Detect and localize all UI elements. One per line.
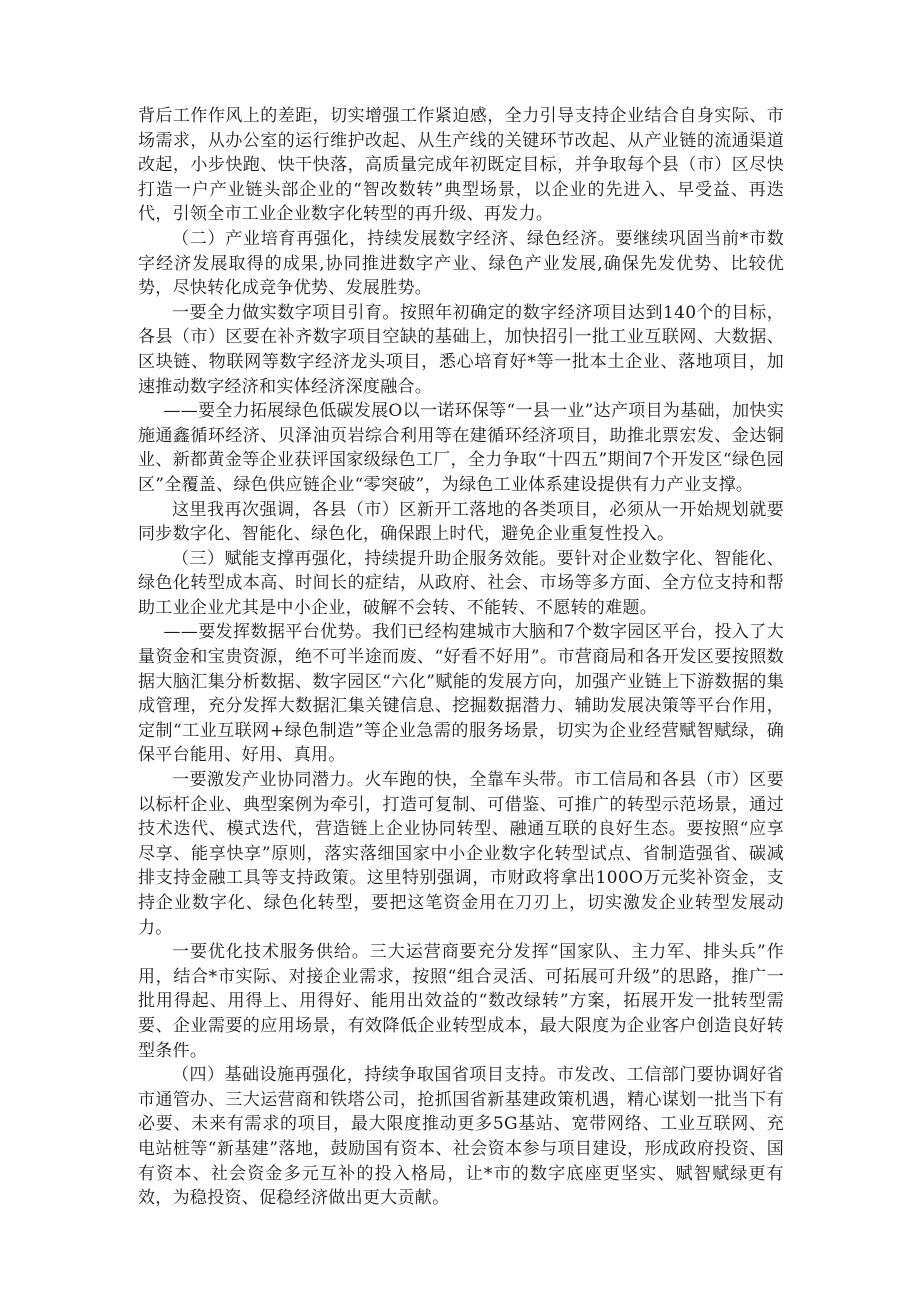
paragraph-industry-synergy: 一要激发产业协同潜力。火车跑的快，全靠车头带。市工信局和各县（市）区要以标杆企业、典型案例为牵引，打造可复制、可借鉴、可推广的转型示范场景，通过技术迭代、模式迭代，营造链上企业协同转型、融通互联的良好生态。要按照“应享尽享、能享快享”原则，落实落细国家中小企业数字化转型试点、省制造强省、碳减排支持金融工具等支持政策。这里特别强调，市财政将拿出100O万元奖补资金，支持企业数字化、绿色化转型，要把这笔资金用在刀刃上，切实激发企业转型发展动力。 <box>138 770 784 938</box>
paragraph-section-2: （二）产业培育再强化，持续发展数字经济、绿色经济。要继续巩固当前*市数字经济发展取得的成果,协同推进数字产业、绿色产业发展,确保先发优势、比较优势，尽快转化成竞争优势、发展胜势。 <box>138 228 784 299</box>
paragraph-green-development: ——要全力拓展绿色低碳发展O以一诺环保等“一县一业”达产项目为基础，加快实施通鑫循环经济、贝泽油页岩综合利用等在建循环经济项目，助推北票宏发、金达铜业、新都黄金等企业获评国家级绿色工厂，全力争取“十四五”期间7个开发区“绿色园区”全覆盖、绿色供应链企业“零突破”，为绿色工业体系建设提供有力产业支撑。 <box>138 401 784 495</box>
paragraph-section-4: （四）基础设施再强化，持续争取国省项目支持。市发改、工信部门要协调好省市通管办、三大运营商和铁塔公司，抢抓国省新基建政策机遇，精心谋划一批当下有必要、未来有需求的项目，最大限度推动更多5G基站、宽带网络、工业互联网、充电站桩等“新基建”落地，鼓励国有资本、社会资本参与项目建设，形成政府投资、国有资本、社会资金多元互补的投入格局，让*市的数字底座更坚实、赋智赋绿更有效，为稳投资、促稳经济做出更大贡献。 <box>138 1065 784 1209</box>
paragraph-section-3: （三）赋能支撑再强化，持续提升助企服务效能。要针对企业数字化、智能化、绿色化转型成本高、时间长的症结，从政府、社会、市场等多方面、全方位支持和帮助工业企业尤其是中小企业，破解不会转、不能转、不愿转的难题。 <box>138 548 784 618</box>
paragraph-tech-services: 一要优化技术服务供给。三大运营商要充分发挥“国家队、主力军、排头兵”作用，结合*市实际、对接企业需求，按照“组合灵活、可拓展可升级”的思路，推广一批用得起、用得上、用得好、能用出效益的“数改绿转”方案，拓展开发一批转型需要、企业需要的应用场景，有效降低企业转型成本，最大限度为企业客户创造良好转型条件。 <box>138 942 784 1061</box>
document-body <box>138 104 784 1211</box>
paragraph-continuation: 背后工作作风上的差距，切实增强工作紧迫感，全力引导支持企业结合自身实际、市场需求，从办公室的运行维护改起、从生产线的关键环节改起、从产业链的流通渠道改起，小步快跑、快干快落，高质量完成年初既定目标，并争取每个县（市）区尽快打造一户产业链头部企业的“智改数转”典型场景，以企业的先进入、早受益、再迭代，引领全市工业企业数字化转型的再升级、再发力。 <box>138 106 784 225</box>
paragraph-data-platform: ——要发挥数据平台优势。我们已经构建城市大脑和7个数字园区平台，投入了大量资金和宝贵资源，绝不可半途而废、“好看不好用”。市营商局和各开发区要按照数据大脑汇集分析数据、数字园区“六化”赋能的发展方向，加强产业链上下游数据的集成管理，充分发挥大数据汇集关键信息、挖掘数据潜力、辅助发展决策等平台作用，定制“工业互联网+绿色制造”等企业急需的服务场景，切实为企业经营赋智赋绿，确保平台能用、好用、真用。 <box>138 622 784 766</box>
paragraph-emphasis: 这里我再次强调，各县（市）区新开工落地的各类项目，必须从一开始规划就要同步数字化、智能化、绿色化，确保跟上时代，避免企业重复性投入。 <box>138 499 784 545</box>
paragraph-digital-projects: 一要全力做实数字项目引育。按照年初确定的数字经济项目达到140个的目标，各县（市）区要在补齐数字项目空缺的基础上，加快招引一批工业互联网、大数据、区块链、物联网等数字经济龙头项目，悉心培育好*等一批本土企业、落地项目，加速推动数字经济和实体经济深度融合。 <box>138 302 784 397</box>
